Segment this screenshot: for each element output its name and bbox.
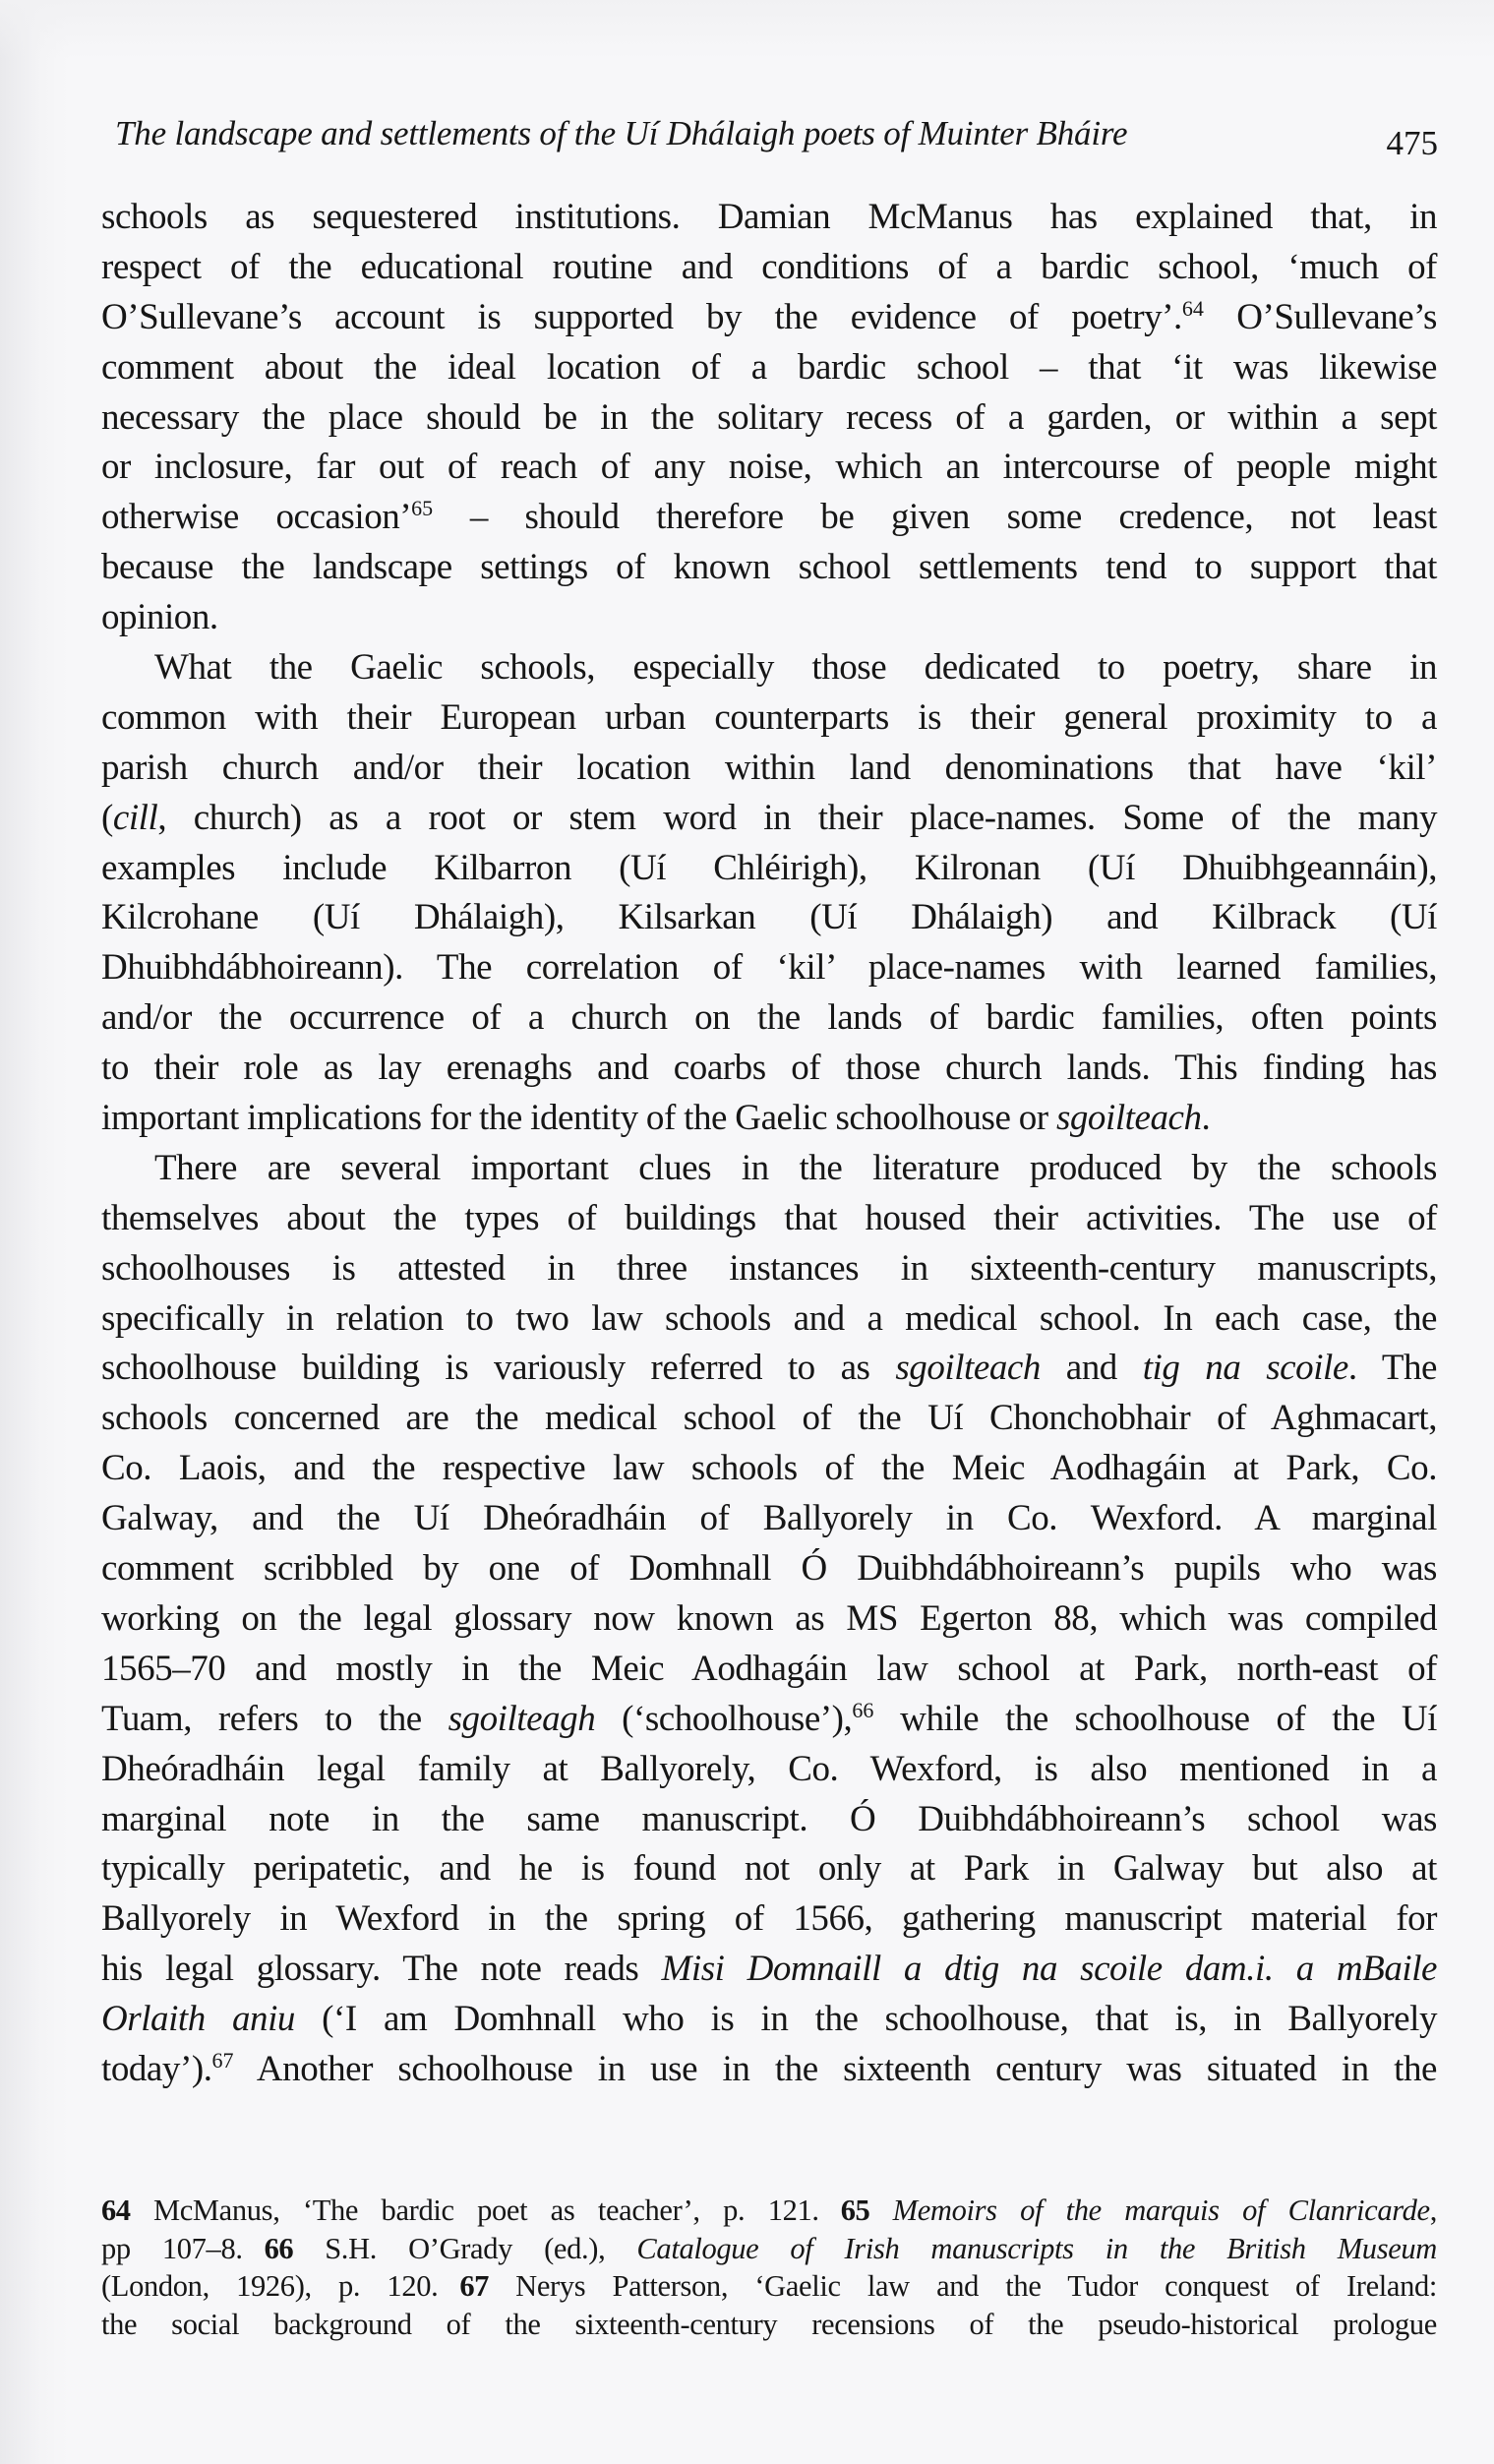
body-line xyxy=(101,1594,1437,1645)
text-run: to their role as lay erenaghs and coarbs of those church lands. This finding has xyxy=(101,1048,1437,1089)
text-run: respect of the educational routine and conditions of a bardic school, ‘much of xyxy=(101,246,1437,287)
body-line xyxy=(101,1094,1437,1144)
italic-term: tig na scoile xyxy=(1142,1348,1348,1389)
text-run: , church) as a root or stem word in their place-names. Some of the many xyxy=(157,797,1437,838)
text-run: . xyxy=(1201,1098,1211,1139)
text-run: or inclosure, far out of reach of any noise, which an intercourse of people might xyxy=(101,447,1437,488)
body-line xyxy=(101,643,1437,693)
page-gutter-shadow xyxy=(0,0,69,2464)
body-line xyxy=(101,343,1437,393)
text-run: themselves about the types of buildings that housed their activities. The use of xyxy=(101,1197,1437,1238)
text-run: common with their European urban counterparts is their general proximity to a xyxy=(101,696,1437,738)
body-line xyxy=(101,243,1437,293)
italic-term: sgoilteagh xyxy=(448,1698,596,1739)
text-run: necessary the place should be in the solitary recess of a garden, or within a sept xyxy=(101,396,1437,438)
text-run: the social background of the sixteenth-century recensions of the pseudo-historical prologue xyxy=(101,2307,1437,2341)
text-run: schoolhouses is attested in three instances in sixteenth-century manuscripts, xyxy=(101,1247,1437,1289)
text-run: parish church and/or their location within land denominations that have ‘kil’ xyxy=(101,747,1437,788)
body-line xyxy=(101,193,1437,243)
text-run: pp 107–8. xyxy=(101,2231,243,2265)
body-line xyxy=(101,493,1437,543)
text-run: (‘schoolhouse’), xyxy=(595,1698,853,1739)
body-line xyxy=(101,1894,1437,1945)
footnote-ref-65: 65 xyxy=(411,496,434,521)
body-line xyxy=(101,1044,1437,1094)
text-run: comment scribbled by one of Domhnall Ó Duibhdábhoireann’s pupils who was xyxy=(101,1548,1437,1590)
body-line xyxy=(101,844,1437,894)
body-line xyxy=(101,443,1437,493)
body-line xyxy=(101,1945,1437,1995)
body-line xyxy=(101,693,1437,744)
text-run: Dhuibhdábhoireann). The correlation of ‘kil’ place-names with learned families, xyxy=(101,947,1437,989)
body-line xyxy=(101,1645,1437,1695)
page-top-shadow xyxy=(0,0,1494,59)
body-line xyxy=(101,593,1437,643)
text-run: Kilcrohane (Uí Dhálaigh), Kilsarkan (Uí Dhálaigh) and Kilbrack (Uí xyxy=(101,897,1437,938)
text-run: , xyxy=(1429,2194,1438,2227)
footnote-line xyxy=(101,2230,1437,2268)
text-run: because the landscape settings of known school settlements tend to support that xyxy=(101,547,1437,588)
body-line xyxy=(101,943,1437,993)
body-line xyxy=(101,993,1437,1044)
running-head xyxy=(115,114,1438,162)
text-run: 1565–70 and mostly in the Meic Aodhagáin law school at Park, north-east of xyxy=(101,1648,1437,1689)
text-run: Nerys Patterson, ‘Gaelic law and the Tudor conquest of Ireland: xyxy=(488,2269,1437,2304)
text-run: (London, 1926), p. 120. xyxy=(101,2269,439,2304)
footnote-line xyxy=(101,2306,1437,2344)
text-run: today’). xyxy=(101,2048,212,2089)
text-run: marginal note in the same manuscript. Ó Duibhdábhoireann’s school was xyxy=(101,1798,1437,1839)
footnote-ref-67: 67 xyxy=(211,2047,234,2073)
text-run: S.H. O’Grady (ed.), xyxy=(293,2231,637,2265)
italic-term: cill xyxy=(112,797,158,838)
text-run: his legal glossary. The note reads xyxy=(101,1949,662,1990)
body-line xyxy=(101,893,1437,943)
text-run: Tuam, refers to the xyxy=(101,1698,448,1739)
footnote-ref-66: 66 xyxy=(852,1697,874,1722)
body-line xyxy=(101,1294,1437,1345)
text-run: important implications for the identity of the Gaelic schoolhouse or xyxy=(101,1098,1056,1139)
text-run: (‘I am Domhnall who is in the schoolhouse, that is, in Ballyorely xyxy=(294,1999,1437,2040)
body-line xyxy=(101,1444,1437,1494)
body-line xyxy=(101,1144,1437,1194)
text-run: There are several important clues in the literature produced by the schools xyxy=(154,1147,1437,1188)
text-run: schools concerned are the medical school of the Uí Chonchobhair of Aghmacart, xyxy=(101,1398,1437,1439)
text-run: and xyxy=(1040,1348,1143,1389)
text-run: schoolhouse building is variously referred to as xyxy=(101,1348,896,1389)
text-run: What the Gaelic schools, especially those dedicated to poetry, share in xyxy=(154,647,1437,689)
footnote-line xyxy=(101,2192,1437,2230)
body-line xyxy=(101,1995,1437,2045)
text-run: Galway, and the Uí Dheóradháin of Ballyorely in Co. Wexford. A marginal xyxy=(101,1498,1437,1539)
body-line xyxy=(101,1844,1437,1894)
body-line xyxy=(101,1695,1437,1745)
text-run: Ballyorely in Wexford in the spring of 1566, gathering manuscript material for xyxy=(101,1898,1437,1940)
body-line xyxy=(101,1544,1437,1594)
text-run: O’Sullevane’s account is supported by the evidence of poetry’. xyxy=(101,296,1182,337)
text-run: specifically in relation to two law schools and a medical school. In each case, the xyxy=(101,1297,1437,1339)
footnote-number-66: 66 xyxy=(264,2231,294,2265)
italic-term: sgoilteach xyxy=(895,1348,1041,1389)
text-run: Co. Laois, and the respective law schools of the Meic Aodhagáin at Park, Co. xyxy=(101,1448,1437,1489)
body-text xyxy=(101,193,1437,2095)
footnote-ref-64: 64 xyxy=(1181,295,1204,321)
body-line xyxy=(101,1394,1437,1444)
text-run xyxy=(869,2194,892,2227)
text-run: schools as sequestered institutions. Damian McManus has explained that, in xyxy=(101,197,1437,237)
body-line xyxy=(101,1494,1437,1544)
body-line xyxy=(101,1795,1437,1845)
text-run: typically peripatetic, and he is found not only at Park in Galway but also at xyxy=(101,1848,1437,1890)
body-line xyxy=(101,393,1437,444)
italic-term: Memoirs of the marquis of Clanricarde xyxy=(892,2194,1430,2227)
footnote-number-64: 64 xyxy=(101,2194,131,2227)
page-number: 475 xyxy=(1386,124,1438,162)
text-run: otherwise occasion’ xyxy=(101,497,412,538)
footnote-number-67: 67 xyxy=(459,2269,489,2304)
italic-term: Orlaith aniu xyxy=(101,1999,295,2040)
text-run: . The xyxy=(1347,1348,1437,1389)
body-line xyxy=(101,1344,1437,1394)
body-line xyxy=(101,543,1437,593)
text-run: examples include Kilbarron (Uí Chléirigh), Kilronan (Uí Dhuibhgeannáin), xyxy=(101,847,1437,888)
body-line xyxy=(101,1194,1437,1244)
body-line xyxy=(101,1244,1437,1294)
body-line xyxy=(101,2045,1437,2095)
text-run: opinion. xyxy=(101,597,218,638)
text-run: while the schoolhouse of the Uí xyxy=(873,1698,1437,1739)
text-run: and/or the occurrence of a church on the lands of bardic families, often points xyxy=(101,997,1437,1039)
footnote-line xyxy=(101,2267,1437,2306)
italic-term: Catalogue of Irish manuscripts in the British Museum xyxy=(636,2231,1437,2265)
text-run: ( xyxy=(101,797,113,838)
italic-term: Misi Domnaill a dtig na scoile dam.i. a mBaile xyxy=(661,1949,1438,1990)
text-run: comment about the ideal location of a bardic school – that ‘it was likewise xyxy=(101,346,1437,388)
text-run: Another schoolhouse in use in the sixteenth century was situated in the xyxy=(233,2048,1437,2089)
body-line xyxy=(101,744,1437,794)
running-head-title: The landscape and settlements of the Uí Dhálaigh poets of Muinter Bháire xyxy=(115,114,1128,152)
text-run: Dheóradháin legal family at Ballyorely, Co. Wexford, is also mentioned in a xyxy=(101,1748,1437,1789)
text-run: O’Sullevane’s xyxy=(1203,296,1437,337)
body-line xyxy=(101,293,1437,343)
body-line xyxy=(101,794,1437,844)
text-run: working on the legal glossary now known as MS Egerton 88, which was compiled xyxy=(101,1597,1437,1639)
footnote-number-65: 65 xyxy=(840,2194,870,2227)
italic-term: sgoilteach xyxy=(1055,1098,1202,1139)
body-line xyxy=(101,1745,1437,1795)
text-run: McManus, ‘The bardic poet as teacher’, p. 121. xyxy=(130,2194,819,2227)
footnotes xyxy=(101,2192,1437,2343)
text-run: – should therefore be given some credence, not least xyxy=(433,497,1437,538)
